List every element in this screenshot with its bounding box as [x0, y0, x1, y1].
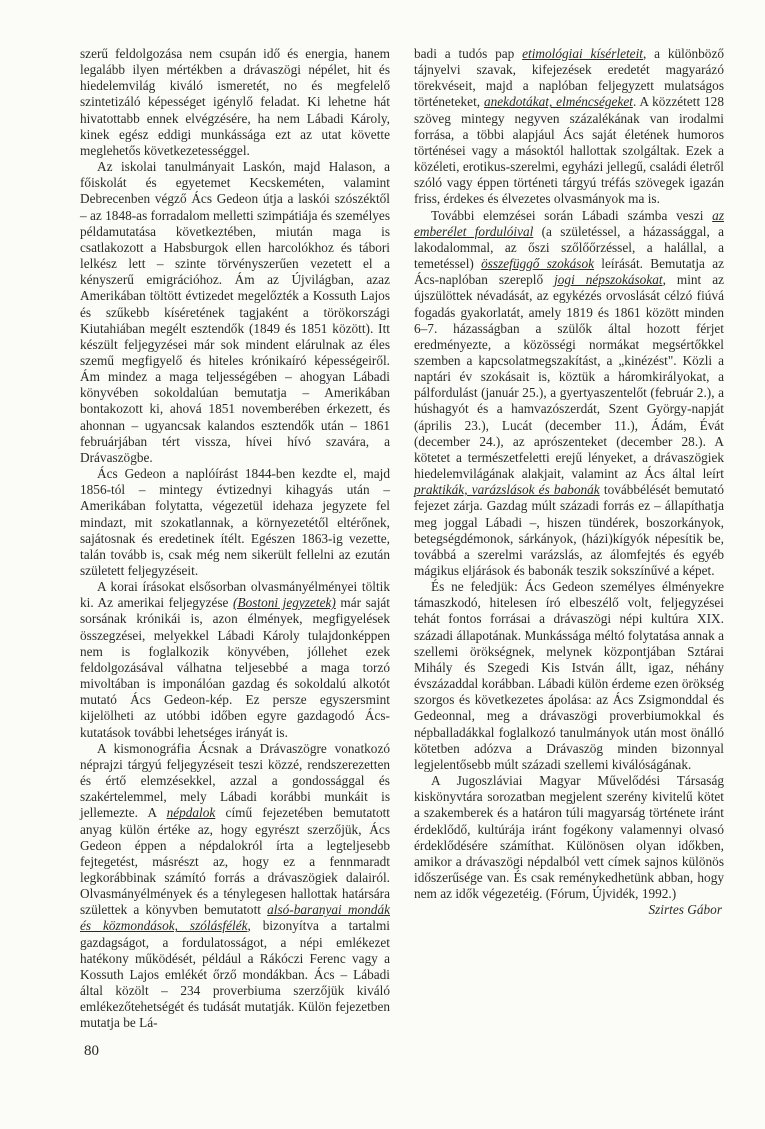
text-run: , bizonyítva a tartalmi gazdagságot, a fordulatosságot, a népi emlékezet hatékony működését, például a Rákóczi Ferenc vagy a Kossuth Lajos emlékét őrző mondákban. Ács – Lábadi által közölt – 234 proverbiuma szerzőjük kiváló emlékezőtehetségét és tudását mutatják. Külön fejezetben mutatja be Lá-: [80, 918, 390, 1031]
text-run: badi a tudós pap: [414, 46, 523, 61]
underlined-title: összefüggő szokások: [481, 256, 595, 272]
text-run: Az iskolai tanulmányait Laskón, majd Halason, a főiskolát és egyetemet Kecskeméten, valamint Debrecenben végző Ács Gedeon útja a laskói szószéktől – az 1848-as forradalom melletti szimpátiája és személyes példamutatása következtében, miután maga is csatlakozott a Habsburgok ellen harcolókhoz és tábori lelkész lett – szinte törvényszerűen vezetett el a kényszerű emigrációhoz. Ám az Újvilágban, azaz Amerikában töltött évtizedet megelőzték a Kossuth Lajos és szűkebb kíséretének tagjaként a törökországi Kiutahiában megélt esztendők (1849 és 1851 között). Itt készült feljegyzései már sok mindent elárulnak az éles szemű megfigyelő és hiteles krónikaíró képességeiről. Ám mindez a maga teljességében – ahogyan Lábadi könyvében sokoldalúan bemutatja – Amerikában bontakozott ki, ahová 1851 novemberében érkezett, és ahonnan – ugyancsak kalandos esztendők után – 1861 februárjában tért vissza, hívei hívó szavára, a Drávaszögbe.: [80, 159, 390, 465]
underlined-title: praktikák, varázslások és babonák: [414, 482, 600, 498]
paragraph: [414, 208, 724, 580]
text-run: További elemzései során Lábadi számba veszi: [431, 207, 713, 223]
left-column: [80, 46, 390, 1032]
paragraph: [80, 741, 390, 1032]
text-run: Ács Gedeon a naplóírást 1844-ben kezdte el, majd 1856-tól – mintegy évtizednyi kihagyás után – Amerikában folytatta, végezetül idehaza jegyzete fel mindazt, mit szokatlannak, a környezetétől eltérőnek, sajátosnak és eredetinek ítélt. Egészen 1863-ig vezette, talán tovább is, csak még nem sikerült fellelni az ezután született feljegyzéseit.: [80, 466, 390, 578]
text-run: már saját sorsának krónikái is, azon élmények, megfigyelések összegzései, melyekkel Lábadi Károly tulajdonképpen nem is foglalkozik könyvében, jóllehet ezek feldolgozásával válhatna teljesebbé a maga torzó mivoltában is imponálóan gazdag és sokoldalú alkotót mutató Ács Gedeon-kép. Ez persze egyszersmint kijelölheti az utóbbi időben egyre gazdagodó Ács-kutatások további lehetséges irányát is.: [80, 595, 390, 740]
text-run: És ne feledjük: Ács Gedeon személyes élményekre támaszkodó, hitelesen író elbeszélő volt, feljegyzései tehát fontos forrásai a drávaszögi népi kultúra XIX. századi állapotának. Munkássága méltó folytatása annak a szellemi örökségnek, melynek központjában Sztárai Mihály és Szegedi Kis István állt, igaz, néhány évszázaddal korábban. Lábadi külön érdeme ezen örökség szorgos és következetes ápolása: az Ács Zsigmonddal és Gedeonnal, meg a drávaszögi proverbiumokkal és népballadákkal foglalkozó tanulmányok után most önálló kötetben adózva a Drávaszög minden bizonnyal legjelentősebb múlt századi szellemi kiválóságának.: [414, 579, 724, 772]
text-run: , mint az újszülöttek névadását, az egykézés orvoslását célzó fiúvá fogadás gyakorlatát, amely 1819 és 1861 között minden 6–7. házasságban a szülők által hozott férjet eredményezte, a közösségi normákat megsértőkkel szemben a kapcsolatmegszakítást, a „kinézést". Közli a naptári év szokásait is, köztük a háromkirályokat, a pálfordulást (január 25.), a gyertyaszentelőt (február 2.), a húshagyót és a hamvazószerdát, Szent György-napját (április 23.), Lucát (december 11.), Ádám, Évát (december 24.), az aprószenteket (december 28.). A kötetet a természetfeletti erejű lényeket, a drávaszögiek hiedelemvilágának alakjait, valamint az Ács által leírt: [414, 272, 725, 482]
text-run: A kismonográfia Ácsnak a Drávaszögre vonatkozó néprajzi tárgyú feljegyzéseit teszi közzé, rendszerezetten és értő elemzésekkel, azzal a gondossággal és szakértelemmel, mely Lábadi korábbi munkáit is jellemezte. A: [80, 740, 390, 821]
paragraph: [80, 466, 390, 579]
page-number: 80: [84, 1043, 99, 1059]
paragraph: [80, 159, 390, 466]
underlined-title: az emberélet fordulóival: [414, 207, 724, 239]
paragraph: [414, 46, 724, 208]
text-run: . A közzétett 128 szöveg mintegy negyven százalékának van irodalmi forrása, a többi alapjául Ács saját életének humoros történései vagy a másoktól hallottak szolgáltak. Ezek a közéleti, erotikus-szerelmi, egyházi jellegű, családi életről szóló vagy éppen történeti tárgyú tréfás szövegek igazán friss, érdekes és élvezetes olvasmányok ma is.: [414, 94, 724, 207]
underlined-title: jogi népszokásokat: [554, 272, 663, 288]
paragraph: [80, 46, 390, 159]
text-run: továbbélését bemutató fejezet zárja. Gazdag múlt századi forrás ez – állapíthatja meg joggal Lábadi –, hiszen tündérek, boszorkányok, betegségdémonok, sárkányok, (házi)kígyók népesítik be, továbbá a szerelmi varázslás, az álomfejtés és egyéb mágikus eljárások és babonák teszik sokszínűvé a képet.: [414, 482, 724, 578]
underlined-title: alsó-baranyai mondák és közmondások, szólásfélék: [80, 902, 390, 934]
paragraph: [414, 579, 724, 773]
underlined-title: (Bostoni jegyzetek): [233, 595, 336, 611]
author-signature: Szirtes Gábor: [648, 902, 722, 918]
underlined-title: etimológiai kísérleteit: [522, 46, 643, 61]
underlined-title: anekdotákat, elméncségeket: [483, 94, 633, 110]
text-run: leírását. Bemutatja az Ács-naplóban szereplő: [414, 256, 725, 288]
text-run: , a különböző tájnyelvi szavak, kifejezések eredetét magyarázó törekvéseit, majd a naplóban feljegyzett mulatságos történeteket,: [414, 46, 725, 110]
text-run: A korai írásokat elsősorban olvasmányélményei töltik ki. Az amerikai feljegyzése: [80, 579, 390, 611]
paragraph: [414, 773, 724, 902]
text-run: című fejezetében bemutatott anyag külön értéke az, hogy egyrészt szerzőjük, Ács Gedeon éppen a népdalokról írta a legteljesebb fejtegetést, másrészt az, hogy ez a fennmaradt legkorábbinak számító forrás a drávaszögiek dalairól. Olvasmányélmények és a ténylegesen hallottak határsára születtek a könyvben bemutatott: [80, 805, 390, 918]
text-run: szerű feldolgozása nem csupán idő és energia, hanem legalább ilyen mértékben a drávaszögi népélet, hit és hiedelemvilág kiváló ismeretét, no és megfelelő szintetizáló képességet igénylő feladat. Ki lehetne hát hivatottabb ennek elvégzésére, ha nem Lábadi Károly, kinek egész eddigi munkássága ezt az utat követte meglehetős következetességgel.: [80, 46, 390, 158]
underlined-title: népdalok: [166, 805, 216, 821]
text-run: (a születéssel, a házassággal, a lakodalommal, az őszi szőlőőrzéssel, a halállal, a temetéssel): [414, 223, 724, 272]
right-column: [414, 46, 724, 918]
text-run: A Jugoszláviai Magyar Művelődési Társaság kiskönyvtára sorozatban megjelent szerény kivitelű kötet a szakemberek és a határon túli magyarság története iránt érdeklődő, kultúrája iránt fogékony valamennyi olvasó érdeklődésére számíthat. Különösen olyan időkben, amikor a drávaszögi népdalból vett címek sajnos különös időszerűsége van. És csak reménykedhetünk abban, hogy nem az idők végezetéig. (Fórum, Újvidék, 1992.): [414, 773, 724, 902]
paragraph: [80, 579, 390, 741]
